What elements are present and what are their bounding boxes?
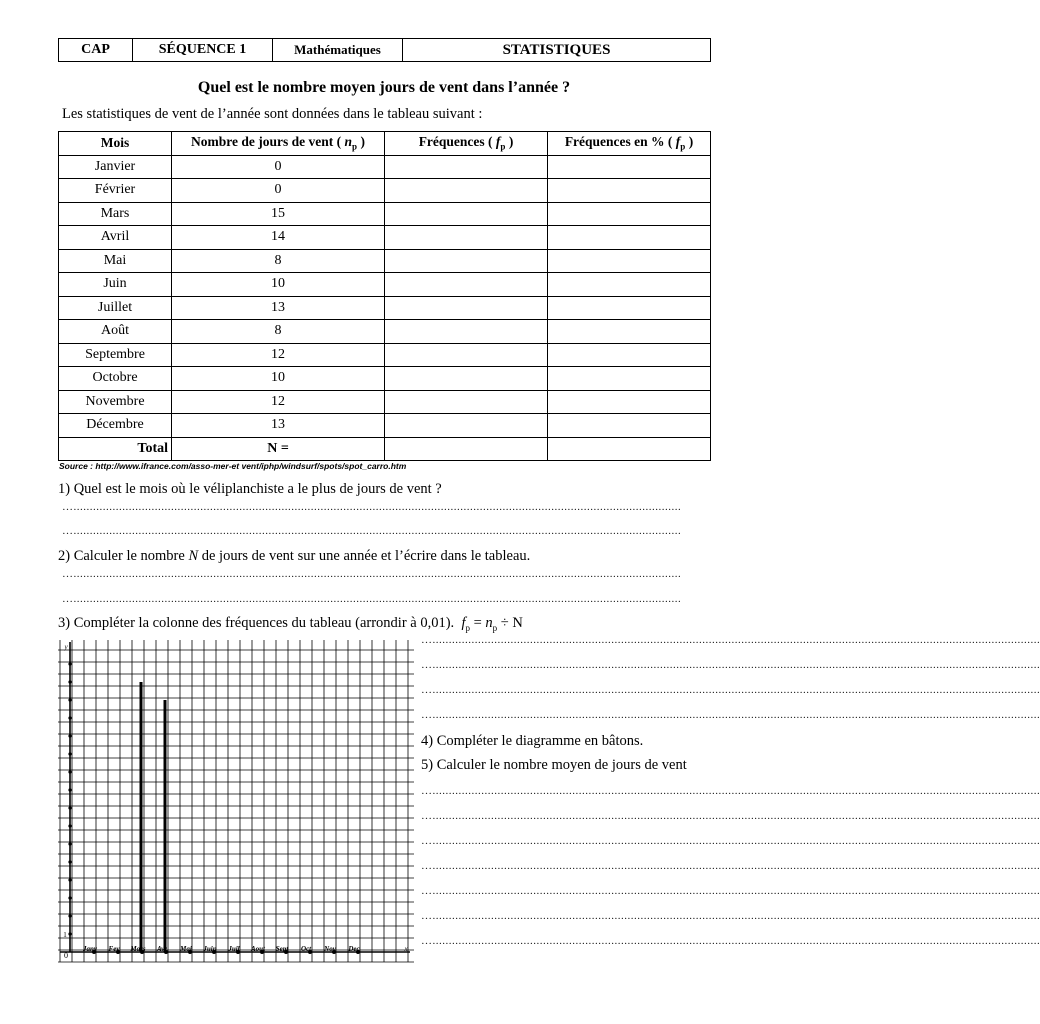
y-tick-dot bbox=[68, 770, 71, 773]
y-tick-dot bbox=[68, 698, 71, 701]
month-cell: Novembre bbox=[59, 390, 172, 414]
col-header-month: Mois bbox=[59, 132, 172, 156]
x-tick-label: Nov bbox=[324, 945, 336, 953]
intro-text: Les statistiques de vent de l’année sont données dans le tableau suivant : bbox=[62, 106, 483, 122]
month-cell: Mars bbox=[59, 202, 172, 226]
freq-pct-cell[interactable] bbox=[548, 320, 711, 344]
table-row bbox=[59, 367, 711, 391]
header-topic: STATISTIQUES bbox=[403, 39, 711, 62]
x-tick-label: Fev bbox=[108, 945, 120, 953]
days-cell: 10 bbox=[172, 273, 385, 297]
answer-line[interactable]: …........................................................................................................................................................................................... bbox=[421, 935, 1040, 947]
header-sequence: SÉQUENCE 1 bbox=[133, 39, 273, 62]
table-row bbox=[59, 343, 711, 367]
answer-line[interactable]: …........................................................................................................................................................................................... bbox=[421, 835, 1040, 847]
days-cell: 8 bbox=[172, 320, 385, 344]
graph-axes bbox=[60, 642, 410, 954]
days-cell: 15 bbox=[172, 202, 385, 226]
y-unit-label: 1 bbox=[63, 931, 67, 939]
x-tick-label: Oct bbox=[300, 945, 312, 953]
table-row bbox=[59, 296, 711, 320]
table-row bbox=[59, 273, 711, 297]
question-3: 3) Compléter la colonne des fréquences du tableau (arrondir à 0,01). $f_p = n_p \div N$ bbox=[58, 615, 523, 633]
freq-cell[interactable] bbox=[385, 390, 548, 414]
page-title: Quel est le nombre moyen jours de vent dans l’année ? bbox=[197, 79, 571, 96]
x-axis-label: x bbox=[404, 945, 408, 953]
x-tick-label: Mai bbox=[180, 945, 192, 953]
answer-line[interactable]: …........................................................................................................................................................................................... bbox=[421, 634, 1040, 646]
freq-pct-cell[interactable] bbox=[548, 273, 711, 297]
days-cell: 13 bbox=[172, 414, 385, 438]
answer-line[interactable]: …........................................................................................................................................................................................... bbox=[62, 568, 682, 580]
y-tick-dot bbox=[68, 788, 71, 791]
origin-label: 0 bbox=[64, 951, 68, 960]
days-cell: 12 bbox=[172, 343, 385, 367]
days-cell: 10 bbox=[172, 367, 385, 391]
y-tick-dot bbox=[68, 914, 71, 917]
graph-labels bbox=[63, 643, 408, 960]
y-tick-dot bbox=[68, 752, 71, 755]
y-tick-dot bbox=[68, 680, 71, 683]
y-tick-dot bbox=[68, 824, 71, 827]
freq-pct-cell[interactable] bbox=[548, 343, 711, 367]
bar-mars bbox=[140, 682, 143, 952]
col-header-days: Nombre de jours de vent ( $n_p$ ) bbox=[172, 132, 385, 156]
y-tick-dot bbox=[68, 842, 71, 845]
question-4: 4) Compléter le diagramme en bâtons. bbox=[421, 733, 644, 749]
month-cell: Juillet bbox=[59, 296, 172, 320]
answer-line[interactable]: …........................................................................................................................................................................................... bbox=[421, 910, 1040, 922]
month-cell: Janvier bbox=[59, 155, 172, 179]
freq-cell[interactable] bbox=[385, 296, 548, 320]
days-cell: 13 bbox=[172, 296, 385, 320]
x-tick-label: Juin bbox=[203, 945, 217, 953]
source-note: Source : http://www.ifrance.com/asso-mer-et vent/iphp/windsurf/spots/spot_carro.htm bbox=[59, 461, 407, 471]
header-level: CAP bbox=[59, 39, 133, 62]
graph-grid bbox=[58, 640, 414, 962]
table-row bbox=[59, 390, 711, 414]
y-tick-dot bbox=[68, 896, 71, 899]
freq-pct-cell[interactable] bbox=[548, 367, 711, 391]
table-row bbox=[59, 414, 711, 438]
freq-pct-cell[interactable] bbox=[548, 179, 711, 203]
days-cell: 0 bbox=[172, 155, 385, 179]
month-cell: Juin bbox=[59, 273, 172, 297]
x-tick-label: Sept bbox=[275, 945, 289, 953]
total-freq-cell[interactable] bbox=[385, 437, 548, 461]
freq-cell[interactable] bbox=[385, 367, 548, 391]
table-row bbox=[59, 249, 711, 273]
y-tick-dot bbox=[68, 734, 71, 737]
freq-cell[interactable] bbox=[385, 155, 548, 179]
freq-pct-cell[interactable] bbox=[548, 390, 711, 414]
answer-line[interactable]: …........................................................................................................................................................................................... bbox=[421, 885, 1040, 897]
answer-line[interactable]: …........................................................................................................................................................................................... bbox=[62, 593, 682, 605]
month-cell: Octobre bbox=[59, 367, 172, 391]
month-cell: Février bbox=[59, 179, 172, 203]
y-tick-dot bbox=[68, 662, 71, 665]
stats-table bbox=[58, 131, 711, 461]
question-1: 1) Quel est le mois où le véliplanchiste a le plus de jours de vent ? bbox=[58, 481, 442, 497]
x-tick-label: Mars bbox=[130, 945, 146, 953]
total-row bbox=[59, 437, 711, 461]
answer-line[interactable]: …........................................................................................................................................................................................... bbox=[421, 709, 1040, 721]
x-tick-label: Aout bbox=[250, 945, 266, 953]
frequency-formula: $f_p = n_p \div N$ bbox=[461, 615, 523, 633]
freq-pct-cell[interactable] bbox=[548, 296, 711, 320]
month-cell: Août bbox=[59, 320, 172, 344]
x-tick-label: Janv bbox=[83, 945, 97, 953]
y-tick-dot bbox=[68, 806, 71, 809]
freq-cell[interactable] bbox=[385, 320, 548, 344]
freq-cell[interactable] bbox=[385, 226, 548, 250]
freq-cell[interactable] bbox=[385, 343, 548, 367]
header-table bbox=[58, 38, 711, 62]
days-cell: 12 bbox=[172, 390, 385, 414]
x-tick-label: Dec bbox=[348, 945, 360, 953]
y-tick-dot bbox=[68, 932, 71, 935]
month-cell: Septembre bbox=[59, 343, 172, 367]
table-row bbox=[59, 226, 711, 250]
month-cell: Décembre bbox=[59, 414, 172, 438]
days-cell: 0 bbox=[172, 179, 385, 203]
header-subject: Mathématiques bbox=[273, 39, 403, 62]
y-tick-dot bbox=[68, 860, 71, 863]
question-2: 2) Calculer le nombre N de jours de vent sur une année et l’écrire dans le tableau. bbox=[58, 548, 531, 564]
answer-line[interactable]: …........................................................................................................................................................................................... bbox=[62, 501, 682, 513]
freq-pct-cell[interactable] bbox=[548, 202, 711, 226]
month-cell: Avril bbox=[59, 226, 172, 250]
answer-line[interactable]: …........................................................................................................................................................................................... bbox=[421, 810, 1040, 822]
days-cell: 8 bbox=[172, 249, 385, 273]
answer-line[interactable]: …........................................................................................................................................................................................... bbox=[421, 684, 1040, 696]
days-cell: 14 bbox=[172, 226, 385, 250]
freq-pct-cell[interactable] bbox=[548, 155, 711, 179]
freq-pct-cell[interactable] bbox=[548, 249, 711, 273]
table-row bbox=[59, 155, 711, 179]
table-row bbox=[59, 202, 711, 226]
answer-line[interactable]: …........................................................................................................................................................................................... bbox=[421, 659, 1040, 671]
answer-line[interactable]: …........................................................................................................................................................................................... bbox=[421, 860, 1040, 872]
freq-cell[interactable] bbox=[385, 179, 548, 203]
freq-cell[interactable] bbox=[385, 273, 548, 297]
y-tick-dot bbox=[68, 716, 71, 719]
table-row bbox=[59, 179, 711, 203]
total-pct-cell[interactable] bbox=[548, 437, 711, 461]
freq-pct-cell[interactable] bbox=[548, 226, 711, 250]
x-tick-label: Avr bbox=[157, 945, 167, 953]
question-5: 5) Calculer le nombre moyen de jours de vent bbox=[421, 757, 687, 773]
freq-cell[interactable] bbox=[385, 414, 548, 438]
total-label: Total bbox=[59, 437, 172, 461]
x-tick-label: Juil bbox=[228, 945, 240, 953]
y-axis-label: y bbox=[64, 643, 68, 651]
bar-diagram-graph[interactable] bbox=[58, 640, 418, 970]
y-tick-dot bbox=[68, 878, 71, 881]
col-header-freq: Fréquences ( $f_p$ ) bbox=[385, 132, 548, 156]
graph-bars bbox=[140, 682, 167, 952]
bar-avr bbox=[164, 700, 167, 952]
freq-pct-cell[interactable] bbox=[548, 414, 711, 438]
table-row bbox=[59, 320, 711, 344]
answer-line[interactable]: …........................................................................................................................................................................................... bbox=[421, 785, 1040, 797]
freq-cell[interactable] bbox=[385, 249, 548, 273]
col-header-freq-pct: Fréquences en % ( $f_p$ ) bbox=[548, 132, 711, 156]
month-cell: Mai bbox=[59, 249, 172, 273]
freq-cell[interactable] bbox=[385, 202, 548, 226]
total-n-cell[interactable]: N = bbox=[172, 437, 385, 461]
answer-line[interactable]: …........................................................................................................................................................................................... bbox=[62, 525, 682, 537]
